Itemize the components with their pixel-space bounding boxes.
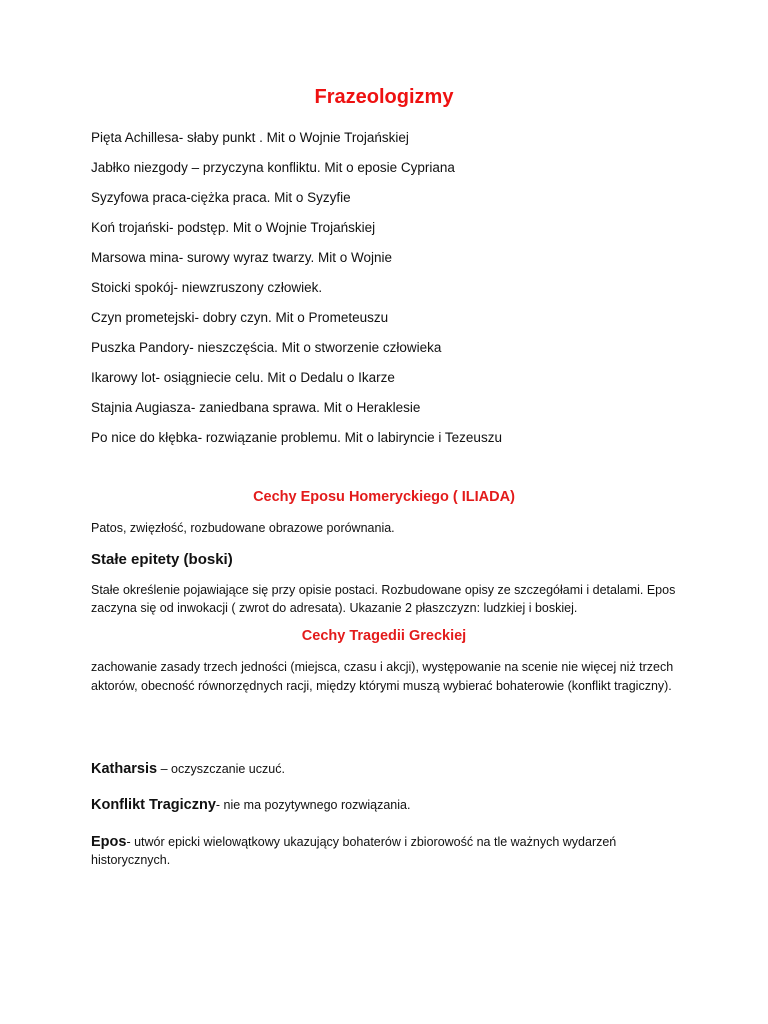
tragedy-heading: Cechy Tragedii Greckiej [301, 628, 467, 644]
idiom-line: Pięta Achillesa- słaby punkt . Mit o Wojnie Trojańskiej [91, 130, 409, 145]
term-definition: – oczyszczanie uczuć. [157, 762, 285, 776]
term-konflikt [91, 796, 691, 814]
idiom-line: Ikarowy lot- osiągniecie celu. Mit o Dedalu o Ikarze [91, 370, 395, 385]
epos-paragraph: Stałe określenie pojawiające się przy opisie postaci. Rozbudowane opisy ze szczegółami i detalami. Epos zaczyna się od inwokacji ( zwrot do adresata). Ukazanie 2 płaszczyzn: ludzkiej i boskiej. [91, 583, 676, 615]
term-name: Katharsis [91, 761, 158, 777]
term-katharsis [91, 760, 691, 778]
idiom-line: Po nice do kłębka- rozwiązanie problemu. Mit o labiryncie i Tezeuszu [91, 430, 502, 445]
idiom-line: Stajnia Augiasza- zaniedbana sprawa. Mit o Heraklesie [91, 400, 421, 415]
page-title: Frazeologizmy [314, 86, 454, 108]
idiom-line: Stoicki spokój- niewzruszony człowiek. [91, 280, 323, 295]
term-definition: - nie ma pozytywnego rozwiązania. [215, 798, 411, 812]
term-name: Epos [91, 834, 127, 850]
epos-heading: Cechy Eposu Homeryckiego ( ILIADA) [253, 489, 515, 505]
epos-features: Patos, zwięzłość, rozbudowane obrazowe porównania. [91, 521, 395, 535]
idiom-line: Puszka Pandory- nieszczęścia. Mit o stworzenie człowieka [91, 340, 442, 355]
idiom-line: Koń trojański- podstęp. Mit o Wojnie Trojańskiej [91, 220, 376, 235]
term-definition: - utwór epicki wielowątkowy ukazujący bohaterów i zbiorowość na tle ważnych wydarzeń historycznych. [91, 835, 617, 867]
term-epos [91, 833, 691, 869]
epos-subheading: Stałe epitety (boski) [91, 551, 233, 568]
idiom-line: Syzyfowa praca-ciężka praca. Mit o Syzyfie [91, 190, 351, 205]
idiom-line: Marsowa mina- surowy wyraz twarzy. Mit o Wojnie [91, 250, 393, 265]
tragedy-paragraph: zachowanie zasady trzech jedności (miejsca, czasu i akcji), występowanie na scenie nie więcej niż trzech aktorów, obecność równorzędnych racji, między którymi muszą wybierać bohaterowie (konflikt tragiczny). [91, 660, 674, 693]
term-name: Konflikt Tragiczny [91, 797, 216, 813]
idiom-line: Czyn prometejski- dobry czyn. Mit o Prometeuszu [91, 310, 389, 325]
idiom-line: Jabłko niezgody – przyczyna konfliktu. Mit o eposie Cypriana [91, 160, 455, 175]
